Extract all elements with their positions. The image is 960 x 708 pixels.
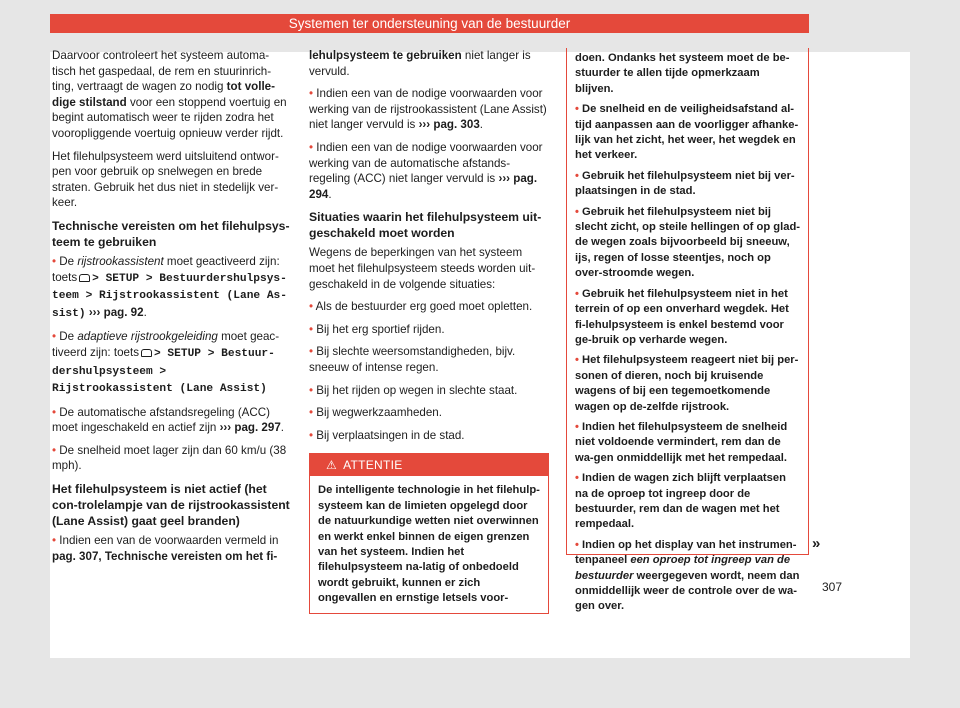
list-item: • Gebruik het filehulpsysteem niet bij ver-plaatsingen in de stad.	[575, 169, 795, 198]
situations-intro: Wegens de beperkingen van het systeem moet het filehulpsysteem steeds worden uit-geschakeld in de volgende situaties:	[309, 246, 536, 291]
car-menu-icon	[141, 349, 152, 357]
attention-box-continued	[566, 48, 809, 613]
list-item: • Bij het rijden op wegen in slechte staat.	[309, 383, 518, 397]
list-item: • Indien op het display van het instrumen-tenpaneel een oproep tot ingreep van de bestuurder weergegeven wordt, neem dan onmiddellijk weer de controle over de wa-gen over.	[575, 538, 800, 613]
attention-header: ⚠ ATTENTIE	[310, 454, 548, 476]
usage-paragraph: Het filehulpsysteem werd uitsluitend ontwor-pen voor gebruik op snelwegen en brede straten. Gebruik het dus niet in stedelijk ver-keer.	[52, 149, 279, 210]
bullet-lane-assist-condition: • Indien een van de nodige voorwaarden voor werking van de rijstrookassistent (Lane Assist) niet langer vervuld is ››› pag. 303.	[309, 87, 547, 132]
intro-paragraph: Daarvoor controleert het systeem automa-tisch het gaspedaal, de rem en stuurinrich-ting, vertraagt de wagen zo nodig tot volle-dige stilstand voor een stoppend voertuig en begint automatisch weer te rijden zodra het vooropliggende voertuig opnieuw verder rijdt.	[52, 49, 287, 140]
attention-text: De intelligente technologie in het filehulp-systeem kan de limieten opgelegd door de natuurkundige wetten niet overwinnen en werkt enkel binnen de eigen grenzen van het systeem. Indien het filehulpsysteem na-latig of onbedoeld wordt gebruikt, kunnen er zich ongevallen en ernstige letsels voor-	[318, 484, 540, 605]
continued-paragraph: lehulpsysteem te gebruiken niet langer is vervuld.	[309, 49, 531, 78]
list-item: • Bij wegwerkzaamheden.	[309, 406, 442, 420]
bullet-adaptive-lane: • De adaptieve rijstrookgeleiding moet geac-tiveerd zijn: toets > SETUP > Bestuur-dershulpsysteem > Rijstrookassistent (Lane Assist)	[52, 330, 280, 396]
list-item: • Het filehulpsysteem reageert niet bij per-sonen of dieren, noch bij kruisende wagens of bij een tegemoetkomende wagen op de-zelfde rijstrook.	[575, 354, 799, 413]
car-menu-icon	[79, 274, 90, 282]
bullet-acc: • De automatische afstandsregeling (ACC) moet ingeschakeld en actief zijn ››› pag. 297.	[52, 405, 284, 435]
list-item: • Gebruik het filehulpsysteem niet bij slecht zicht, op steile hellingen of op glad-de wegen zoals bijvoorbeeld bij sneeuw, ijs, regen of losse steentjes, noch op over-stroomde wegen.	[575, 205, 801, 280]
bullet-speed: • De snelheid moet lager zijn dan 60 km/u (38 mph).	[52, 443, 287, 473]
bullet-lane-assist: • De rijstrookassistent moet geactiveerd zijn: toets > SETUP > Bestuurdershulpsys-teem > Rijstrookassistent (Lane As-sist) ››› pag. 92.	[52, 254, 287, 320]
continue-marker: »	[812, 535, 821, 552]
list-item: • Bij slechte weersomstandigheden, bijv. sneeuw of intense regen.	[309, 345, 516, 374]
warning-triangle-icon: ⚠	[326, 458, 338, 473]
heading-situations: Situaties waarin het filehulpsysteem uit-geschakeld moet worden	[309, 210, 542, 241]
list-item: • Bij het erg sportief rijden.	[309, 322, 445, 336]
bullet-conditions: • Indien een van de voorwaarden vermeld in pag. 307, Technische vereisten om het fi-	[52, 534, 279, 563]
section-header	[50, 14, 809, 33]
column-2	[309, 48, 549, 614]
list-item: • Indien de wagen zich blijft verplaatsen na de oproep tot ingreep door de bestuurder, rem dan de wagen met het rempedaal.	[575, 472, 786, 531]
attention-continued-text: doen. Ondanks het systeem moet de be-stuurder te allen tijde opmerkzaam blijven.	[575, 52, 790, 95]
bullet-acc-condition: • Indien een van de nodige voorwaarden voor werking van de automatische afstands-regeling (ACC) niet langer vervuld is ››› pag. 294.	[309, 140, 543, 201]
section-title: Systemen ter ondersteuning van de bestuurder	[288, 16, 571, 31]
heading-requirements: Technische vereisten om het filehulpsys-teem te gebruiken	[52, 218, 290, 249]
list-item: • Gebruik het filehulpsysteem niet in het terrein of op een onverhard wegdek. Het fi-lehulpsysteem is enkel bestemd voor ge-bruik op verharde wegen.	[575, 287, 789, 346]
list-item: • De snelheid en de veiligheidsafstand al-tijd aanpassen aan de voorligger afhanke-lijk van het zicht, het weer, het wegdek en het verkeer.	[575, 103, 799, 162]
column-3	[566, 48, 809, 613]
list-item: • Als de bestuurder erg goed moet opletten.	[309, 300, 533, 314]
heading-not-active: Het filehulpsysteem is niet actief (het con-trolelampje van de rijstrookassistent (Lane Assist) gaat geel branden)	[52, 482, 290, 529]
list-item: • Indien het filehulpsysteem de snelheid niet voldoende vermindert, rem dan de wa-gen onmiddellijk met het rempedaal.	[575, 420, 788, 464]
page-number: 307	[822, 580, 843, 594]
list-item: • Bij verplaatsingen in de stad.	[309, 428, 465, 442]
column-1	[52, 48, 292, 571]
attention-box	[309, 453, 549, 613]
